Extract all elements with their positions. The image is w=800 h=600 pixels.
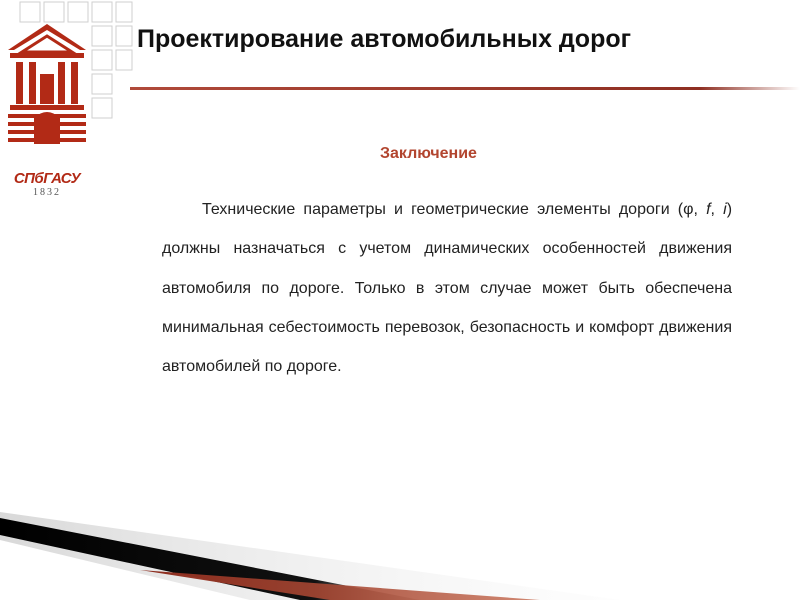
building-emblem-icon (2, 22, 92, 167)
section-heading: Заключение (380, 145, 477, 162)
slide-title: Проектирование автомобильных дорог (137, 25, 632, 53)
variable-f: f (706, 201, 711, 218)
logo-year: 1832 (33, 187, 61, 198)
logo-wordmark: СПбГАСУ (13, 170, 81, 187)
variable-i: i (723, 201, 727, 218)
body-text-part-1: Технические параметры и геометрические элементы дороги (φ, (202, 201, 707, 218)
body-paragraph (162, 190, 732, 386)
bottom-wedge-decoration (0, 490, 800, 600)
body-separator: , (710, 201, 724, 218)
title-underline-divider (130, 87, 800, 90)
university-logo (2, 22, 92, 198)
body-text-part-2: ) должны назначаться с учетом динамических особенностей движения автомобиля по дороге. Только в этом случае может быть обеспечена минимальная себестоимость перевозок, безопасность и комфорт движения автомобилей по дороге. (162, 201, 733, 376)
